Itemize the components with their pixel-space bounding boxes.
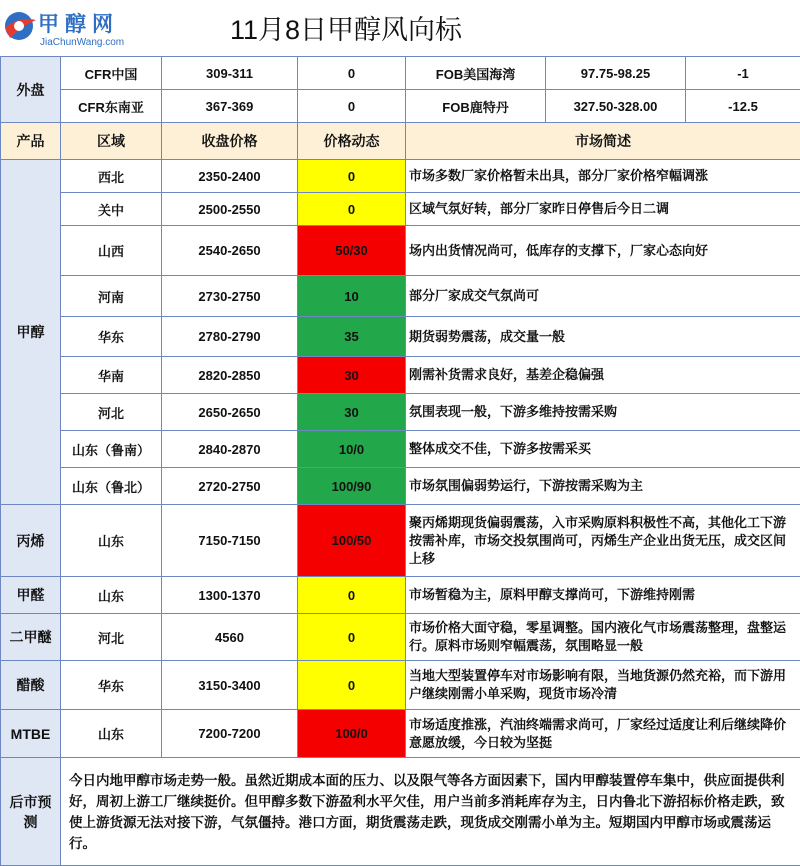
logo-icon (2, 6, 38, 46)
summary-cell: 市场氛围偏弱势运行，下游按需采购为主 (406, 468, 800, 505)
header-region: 区域 (61, 123, 162, 160)
ext-range: 97.75-98.25 (546, 57, 686, 90)
summary-cell: 聚丙烯期现货偏弱震荡，入市采购原料积极性不高，其他化工下游按需补库，市场交投氛围尚可，丙烯生产企业出货无压，成交区间上移 (406, 505, 800, 577)
change-cell: 35 (298, 317, 406, 357)
forecast-row (1, 758, 800, 866)
region-cell: 河南 (61, 276, 162, 317)
change-cell: 10 (298, 276, 406, 317)
price-cell: 2500-2550 (162, 193, 298, 226)
region-cell: 华南 (61, 357, 162, 394)
summary-cell: 当地大型装置停车对市场影响有限，当地货源仍然充裕，而下游用户继续刚需小单采购，现货市场冷清 (406, 661, 800, 710)
methanol-row (1, 160, 800, 193)
ext-market: CFR东南亚 (61, 90, 162, 123)
price-cell: 3150-3400 (162, 661, 298, 710)
change-cell: 30 (298, 357, 406, 394)
methanol-row (1, 317, 800, 357)
change-cell: 100/0 (298, 710, 406, 758)
summary-cell: 市场适度推涨，汽油终端需求尚可，厂家经过适度让利后继续降价意愿放缓，今日较为坚挺 (406, 710, 800, 758)
methanol-row (1, 357, 800, 394)
region-cell: 河北 (61, 614, 162, 661)
external-label: 外盘 (1, 57, 61, 123)
external-row-2 (1, 90, 800, 123)
price-cell: 2650-2650 (162, 394, 298, 431)
ext-market: CFR中国 (61, 57, 162, 90)
methanol-rows (1, 160, 800, 505)
ext-range: 309-311 (162, 57, 298, 90)
product-row (1, 710, 800, 758)
ext-range: 327.50-328.00 (546, 90, 686, 123)
price-cell: 2730-2750 (162, 276, 298, 317)
header (0, 0, 800, 56)
region-cell: 山东（鲁南） (61, 431, 162, 468)
page-title: 11月8日甲醇风向标 (230, 8, 462, 47)
price-cell: 7200-7200 (162, 710, 298, 758)
summary-cell: 区域气氛好转，部分厂家昨日停售后今日二调 (406, 193, 800, 226)
summary-cell: 市场价格大面守稳，零星调整。国内液化气市场震荡整理，盘整运行。原料市场则窄幅震荡，氛围略显一般 (406, 614, 800, 661)
summary-cell: 市场暂稳为主，原料甲醇支撑尚可，下游维持刚需 (406, 577, 800, 614)
product-row (1, 505, 800, 577)
summary-cell: 市场多数厂家价格暂未出具，部分厂家价格窄幅调涨 (406, 160, 800, 193)
region-cell: 河北 (61, 394, 162, 431)
header-product: 产品 (1, 123, 61, 160)
summary-cell: 期货弱势震荡，成交量一般 (406, 317, 800, 357)
change-cell: 0 (298, 661, 406, 710)
price-cell: 1300-1370 (162, 577, 298, 614)
product-cell: MTBE (1, 710, 61, 758)
region-cell: 山东 (61, 710, 162, 758)
other-product-rows (1, 505, 800, 758)
price-cell: 2840-2870 (162, 431, 298, 468)
change-cell: 30 (298, 394, 406, 431)
methanol-row (1, 394, 800, 431)
change-cell: 0 (298, 614, 406, 661)
methanol-row (1, 193, 800, 226)
product-cell: 甲醛 (1, 577, 61, 614)
logo-name: 甲醇网 (38, 8, 119, 38)
region-cell: 山东 (61, 577, 162, 614)
region-cell: 关中 (61, 193, 162, 226)
forecast-text: 今日内地甲醇市场走势一般。虽然近期成本面的压力、以及限气等各方面因素下，国内甲醇装置停车集中，供应面提供利好，周初上游工厂继续挺价。但甲醇多数下游盈利水平欠佳，用户当前多消耗库存为主，日内鲁北下游招标价格走跌，致使上游货源无法对接下游，气氛僵持。港口方面，期货震荡走跌，现货成交刚需小单为主。短期国内甲醇市场或震荡运行。 (61, 758, 800, 866)
change-cell: 0 (298, 577, 406, 614)
summary-cell: 场内出货情况尚可，低库存的支撑下，厂家心态向好 (406, 226, 800, 276)
product-cell: 二甲醚 (1, 614, 61, 661)
region-cell: 山东 (61, 505, 162, 577)
price-cell: 2350-2400 (162, 160, 298, 193)
forecast-label: 后市预测 (1, 758, 61, 866)
summary-cell: 氛围表现一般，下游多维持按需采购 (406, 394, 800, 431)
external-row-1 (1, 57, 800, 90)
header-summary: 市场简述 (406, 123, 800, 160)
product-row (1, 577, 800, 614)
product-row (1, 614, 800, 661)
change-cell: 0 (298, 193, 406, 226)
product-methanol: 甲醇 (1, 160, 61, 505)
region-cell: 山东（鲁北） (61, 468, 162, 505)
price-table (0, 56, 800, 866)
ext-market: FOB美国海湾 (406, 57, 546, 90)
ext-change: 0 (298, 90, 406, 123)
price-cell: 2780-2790 (162, 317, 298, 357)
methanol-row (1, 276, 800, 317)
region-cell: 华东 (61, 661, 162, 710)
summary-cell: 部分厂家成交气氛尚可 (406, 276, 800, 317)
ext-change: 0 (298, 57, 406, 90)
region-cell: 西北 (61, 160, 162, 193)
region-cell: 山西 (61, 226, 162, 276)
methanol-row (1, 226, 800, 276)
change-cell: 0 (298, 160, 406, 193)
product-cell: 丙烯 (1, 505, 61, 577)
region-cell: 华东 (61, 317, 162, 357)
price-cell: 2540-2650 (162, 226, 298, 276)
price-cell: 2720-2750 (162, 468, 298, 505)
change-cell: 100/50 (298, 505, 406, 577)
change-cell: 100/90 (298, 468, 406, 505)
price-cell: 7150-7150 (162, 505, 298, 577)
ext-market: FOB鹿特丹 (406, 90, 546, 123)
change-cell: 10/0 (298, 431, 406, 468)
change-cell: 50/30 (298, 226, 406, 276)
price-cell: 2820-2850 (162, 357, 298, 394)
methanol-row (1, 431, 800, 468)
ext-range: 367-369 (162, 90, 298, 123)
logo-url: JiaChunWang.com (40, 37, 124, 48)
ext-change: -12.5 (686, 90, 800, 123)
summary-cell: 整体成交不佳，下游多按需采买 (406, 431, 800, 468)
price-cell: 4560 (162, 614, 298, 661)
ext-change: -1 (686, 57, 800, 90)
header-change: 价格动态 (298, 123, 406, 160)
header-price: 收盘价格 (162, 123, 298, 160)
column-headers (1, 123, 800, 160)
logo (2, 4, 132, 50)
methanol-row (1, 468, 800, 505)
summary-cell: 刚需补货需求良好，基差企稳偏强 (406, 357, 800, 394)
product-cell: 醋酸 (1, 661, 61, 710)
product-row (1, 661, 800, 710)
